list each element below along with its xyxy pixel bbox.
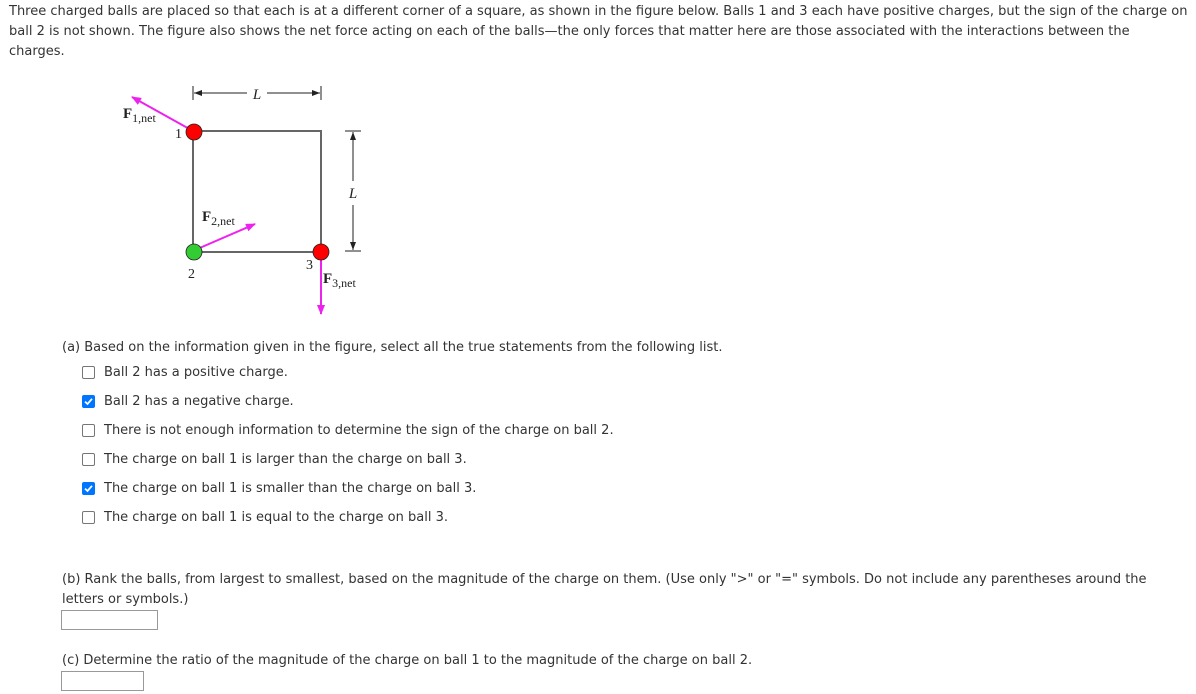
part-b-question: (b) Rank the balls, from largest to smallest, based on the magnitude of the charge on them. (Use only ">" or "=" symbols. Do not include any parentheses around the letters or symbols.) (62, 572, 1147, 607)
option-checkbox[interactable] (82, 395, 95, 408)
option-label: Ball 2 has a positive charge. (104, 365, 288, 380)
option-label: The charge on ball 1 is larger than the charge on ball 3. (104, 452, 467, 467)
force-1-label: $F_{1,net}$ (123, 106, 156, 125)
option-not-enough-info[interactable] (82, 416, 614, 445)
part-c-answer-input[interactable] (61, 671, 144, 691)
square (193, 131, 321, 252)
option-checkbox[interactable] (82, 511, 95, 524)
ball-2-number: 2 (188, 267, 195, 282)
charge-square-figure (110, 78, 390, 328)
top-dimension-label: L (252, 87, 262, 103)
ball-2 (186, 244, 202, 260)
option-ball2-negative[interactable] (82, 387, 614, 416)
ball-1-number: 1 (175, 127, 182, 142)
problem-intro: Three charged balls are placed so that each is at a different corner of a square, as shown in the figure below. Balls 1 and 3 each have positive charges, but the sign of the charge on ball 2 is not shown. The figure also shows the net force acting on each of the balls—the only forces that matter here are those associated with the interactions between the charges. (9, 4, 1188, 59)
part-a-options (82, 358, 614, 532)
option-label: Ball 2 has a negative charge. (104, 394, 294, 409)
ball-1 (186, 124, 202, 140)
option-ball1-smaller[interactable] (82, 474, 614, 503)
part-b-answer-input[interactable] (61, 610, 158, 630)
option-ball1-equal[interactable] (82, 503, 614, 532)
ball-3 (313, 244, 329, 260)
right-dimension-label: L (348, 186, 358, 202)
option-label: The charge on ball 1 is smaller than the charge on ball 3. (104, 481, 477, 496)
ball-3-number: 3 (306, 258, 313, 273)
force-2-label: $F_{2,net}$ (202, 209, 235, 228)
option-checkbox[interactable] (82, 482, 95, 495)
option-checkbox[interactable] (82, 453, 95, 466)
part-a-question: (a) Based on the information given in the figure, select all the true statements from the following list. (62, 340, 723, 355)
option-checkbox[interactable] (82, 366, 95, 379)
part-c-question: (c) Determine the ratio of the magnitude of the charge on ball 1 to the magnitude of the charge on ball 2. (62, 653, 753, 668)
option-ball2-positive[interactable] (82, 358, 614, 387)
option-label: The charge on ball 1 is equal to the charge on ball 3. (104, 510, 448, 525)
option-label: There is not enough information to determine the sign of the charge on ball 2. (104, 423, 614, 438)
force-3-label: $F_{3,net}$ (323, 271, 356, 290)
option-checkbox[interactable] (82, 424, 95, 437)
option-ball1-larger[interactable] (82, 445, 614, 474)
